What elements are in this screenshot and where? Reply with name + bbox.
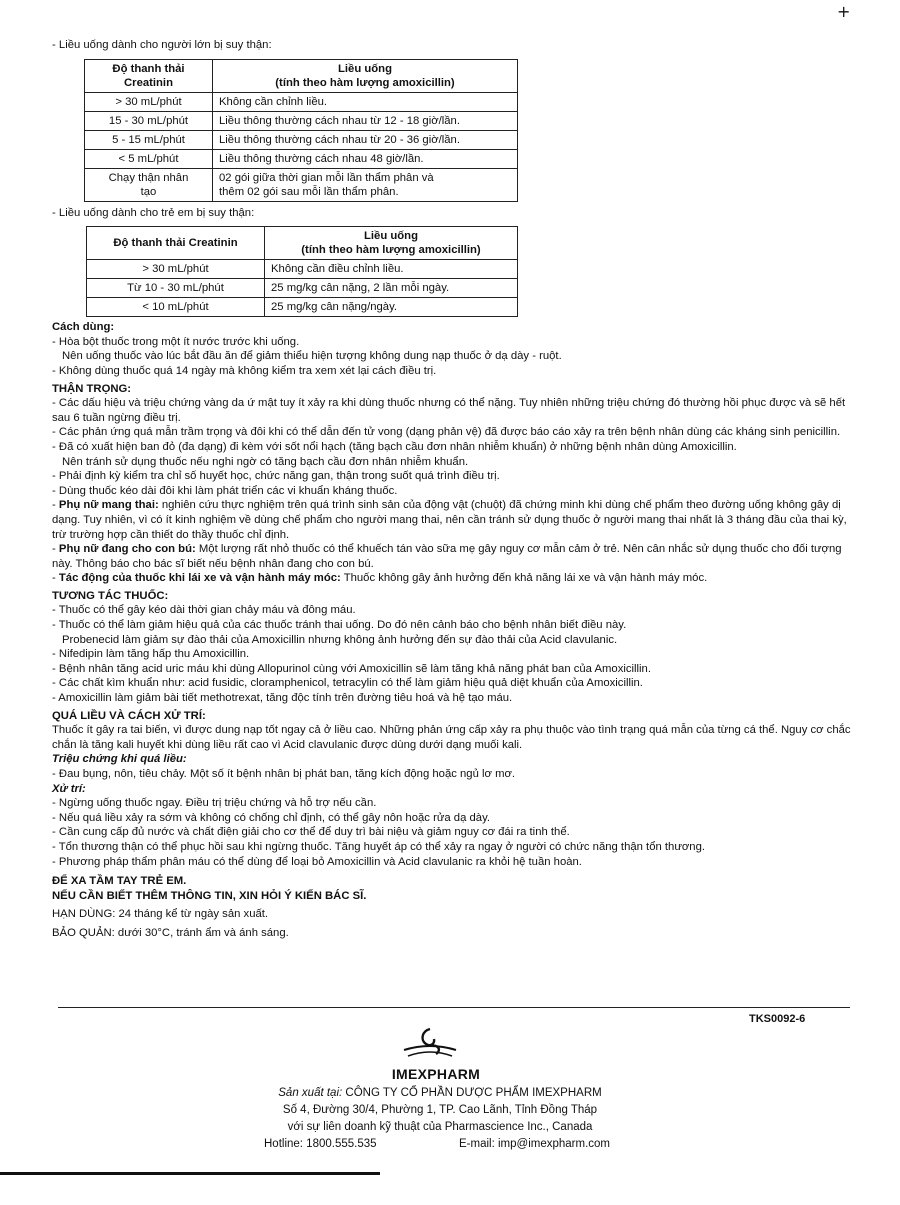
adult-dose-table [84,59,518,202]
manufacturer-info [250,1085,630,1153]
storage-line: BẢO QUẢN: dưới 30°C, tránh ẩm và ánh sáng. [52,926,289,939]
bottom-rule [0,1172,380,1175]
list-item: - Bệnh nhân tăng acid uric máu khi dùng Allopurinol cùng với Amoxicillin sẽ làm tăng khả năng phát ban của Amoxicillin. [52,662,852,677]
manufacturer-name: Sản xuất tại: CÔNG TY CỔ PHẦN DƯỢC PHẨM IMEXPHARM [278,1087,602,1099]
leaflet-content [52,38,852,941]
overdose-title: QUÁ LIỀU VÀ CÁCH XỬ TRÍ: [52,709,206,722]
list-item: - Các dấu hiệu và triệu chứng vàng da ứ mật tuy ít xảy ra khi dùng thuốc nhưng có thể nặng. Tuy nhiên những triệu chứng đó thường hồi phục được và sẽ hết sau 6 tuần ngừng điều trị. [52,396,852,425]
hotline: Hotline: 1800.555.535 [264,1138,377,1150]
child-dose-heading: - Liều uống dành cho trẻ em bị suy thận: [52,206,852,221]
list-item: - Thuốc có thể làm giảm hiệu quả của các thuốc tránh thai uống. Do đó nên cảnh báo cho bệnh nhân biết điều này. [52,618,852,633]
list-item: - Tổn thương thận có thể phục hồi sau khi ngừng thuốc. Tăng huyết áp có thể xảy ra ngay ở người có chức năng thận tổn thương. [52,840,852,855]
manufacturer-license: với sự liên doanh kỹ thuật của Pharmascience Inc., Canada [287,1121,593,1133]
child-dose-table [86,226,518,317]
brand-name: IMEXPHARM [391,1066,481,1082]
list-item: - Nifedipin làm tăng hấp thu Amoxicillin. [52,647,852,662]
treatment-title: Xử trí: [52,782,86,795]
table-row: < 5 mL/phút Liều thông thường cách nhau 48 giờ/lần. [85,149,518,168]
interactions-title: TƯƠNG TÁC THUỐC: [52,589,169,602]
list-item: - Phương pháp thẩm phân máu có thể dùng để loại bỏ Amoxicillin và Acid clavulanic ra khỏi hệ tuần hoàn. [52,855,852,870]
expiry-line: HẠN DÙNG: 24 tháng kể từ ngày sản xuất. [52,908,269,921]
child-col-dose: Liều uống (tính theo hàm lượng amoxicillin) [265,227,518,260]
warning-ask-doctor: NẾU CẦN BIẾT THÊM THÔNG TIN, XIN HỎI Ý KIẾN BÁC SĨ. [52,889,367,902]
overdose-intro: Thuốc ít gây ra tai biến, vì được dung nạp tốt ngay cả ở liều cao. Những phản ứng cấp xảy ra phụ thuộc vào tình trạng quá mẫn của từng cá thể. Nguy cơ chắc chắn là tăng kali huyết khi dùng liều rất cao vì Acid clavulanic được dùng dưới dạng muối kali. [52,724,851,751]
manufacturer-contacts [250,1136,630,1153]
list-item: - Không dùng thuốc quá 14 ngày mà không kiểm tra xem xét lại cách điều trị. [52,364,852,379]
child-col-clearance: Độ thanh thải Creatinin [87,227,265,260]
list-item: - Phải định kỳ kiểm tra chỉ số huyết học, chức năng gan, thận trong suốt quá trình điều trị. [52,469,852,484]
list-item: Probenecid làm giảm sự đào thải của Amoxicillin nhưng không ảnh hưởng đến sự đào thải của Acid clavulanic. [62,633,618,646]
table-row: Từ 10 - 30 mL/phút 25 mg/kg cân nặng, 2 lần mỗi ngày. [87,279,518,298]
manufacturer-address: Số 4, Đường 30/4, Phường 1, TP. Cao Lãnh, Tỉnh Đồng Tháp [282,1104,598,1116]
list-item: - Đã có xuất hiện ban đỏ (đa dạng) đi kèm với sốt nổi hạch (tăng bạch cầu đơn nhân nhiễm khuẩn) ở những bệnh nhân dùng Amoxicillin. [52,440,852,455]
caution-title: THẬN TRỌNG: [52,382,132,395]
list-item: - Nếu quá liều xảy ra sớm và không có chống chỉ định, có thể gây nôn hoặc rửa dạ dày. [52,811,852,826]
table-row: 5 - 15 mL/phút Liều thông thường cách nhau từ 20 - 36 giờ/lần. [85,130,518,149]
list-item: - Thuốc có thể gây kéo dài thời gian chảy máu và đông máu. [52,603,852,618]
pregnancy-item: - Phụ nữ mang thai: nghiên cứu thực nghiệm trên quá trình sinh sản của động vật (chuột) đã chứng minh khi dùng chế phẩm theo đường uống không gây dị dạng. Tuy nhiên, vì có ít kinh nghiệm về dùng chế phẩm cho người mang thai, nên cần tránh sử dụng thuốc ở người mang thai nhất là 3 tháng đầu của thai kỳ, trừ trường hợp cần thiết do thầy thuốc chỉ định. [52,498,852,542]
adult-col-dose: Liều uống (tính theo hàm lượng amoxicillin) [213,59,518,92]
symptoms-title: Triệu chứng khi quá liều: [52,753,187,766]
adult-dose-heading: - Liều uống dành cho người lớn bị suy thận: [52,38,852,53]
list-item: Nên tránh sử dụng thuốc nếu nghi ngờ có tăng bạch cầu đơn nhân nhiễm khuẩn. [62,455,469,468]
list-item: - Cần cung cấp đủ nước và chất điện giải cho cơ thể để duy trì bài niệu và giảm nguy cơ đái ra tinh thể. [52,825,852,840]
imexpharm-logo-icon [400,1026,460,1062]
driving-item: - Tác động của thuốc khi lái xe và vận hành máy móc: Thuốc không gây ảnh hưởng đến khả năng lái xe và vận hành máy móc. [52,571,852,586]
document-code: TKS0092-6 [749,1013,806,1025]
list-item: Nên uống thuốc vào lúc bắt đầu ăn để giảm thiểu hiện tượng không dung nạp thuốc ở dạ dày - ruột. [62,350,562,363]
list-item: - Hòa bột thuốc trong một ít nước trước khi uống. [52,335,852,350]
corner-plus-mark: + [837,2,851,21]
table-row: > 30 mL/phút Không cần chỉnh liều. [85,92,518,111]
adult-col-clearance: Độ thanh thải Creatinin [85,59,213,92]
child-table-header [87,227,518,260]
usage-title: Cách dùng: [52,321,115,334]
footer-divider [58,1007,850,1008]
adult-table-header [85,59,518,92]
list-item: - Các chất kìm khuẩn như: acid fusidic, cloramphenicol, tetracylin có thể làm giảm hiệu quả diệt khuẩn của Amoxicillin. [52,676,852,691]
warning-children: ĐỂ XA TẦM TAY TRẺ EM. [52,875,187,888]
table-row: Chạy thận nhân tạo 02 gói giữa thời gian mỗi lần thẩm phân và thêm 02 gói sau mỗi lần thẩm phân. [85,168,518,201]
table-row: > 30 mL/phút Không cần điều chỉnh liều. [87,260,518,279]
email: E-mail: imp@imexpharm.com [459,1138,610,1150]
list-item: - Ngừng uống thuốc ngay. Điều trị triệu chứng và hỗ trợ nếu cần. [52,796,852,811]
list-item: - Các phản ứng quá mẫn trầm trọng và đôi khi có thể dẫn đến tử vong (dạng phản vệ) đã được báo cáo xảy ra trên bệnh nhân dùng các kháng sinh penicillin. [52,425,852,440]
list-item: - Amoxicillin làm giảm bài tiết methotrexat, tăng độc tính trên đường tiêu hoá và hệ tạo máu. [52,691,852,706]
list-item: - Dùng thuốc kéo dài đôi khi làm phát triển các vi khuẩn kháng thuốc. [52,484,852,499]
breastfeeding-item: - Phụ nữ đang cho con bú: Một lượng rất nhỏ thuốc có thể khuếch tán vào sữa mẹ gây nguy cơ mẫn cảm ở trẻ. Nên cân nhắc sử dụng thuốc cho đối tượng này. Thông báo cho bác sĩ biết nếu bệnh nhân đang cho con bú. [52,542,852,571]
list-item: - Đau bụng, nôn, tiêu chảy. Một số ít bệnh nhân bị phát ban, tăng kích động hoặc ngủ lơ mơ. [52,767,852,782]
table-row: < 10 mL/phút 25 mg/kg cân nặng/ngày. [87,298,518,317]
table-row: 15 - 30 mL/phút Liều thông thường cách nhau từ 12 - 18 giờ/lần. [85,111,518,130]
